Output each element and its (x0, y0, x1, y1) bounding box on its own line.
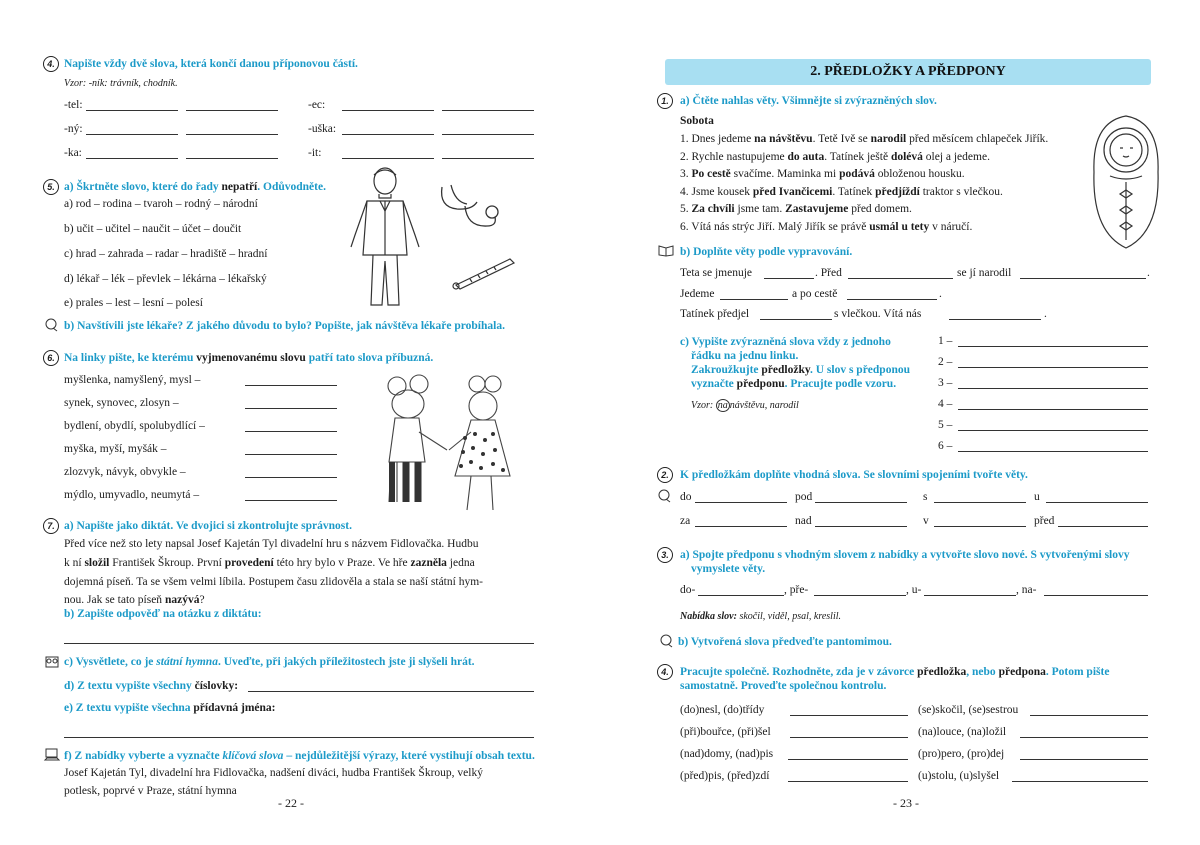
offer-line: potlesk, poprvé v Praze, státní hymna (64, 785, 237, 797)
exercise-number: 6. (43, 350, 59, 366)
story-line (680, 185, 1003, 199)
story-line (680, 202, 912, 216)
answer-number: 5 – (938, 419, 953, 431)
word-row: mýdlo, umyvadlo, neumytá – (64, 489, 200, 501)
story-text: traktor s vlečkou. (919, 185, 1003, 198)
group-work-icon (44, 655, 60, 669)
answer-line[interactable] (245, 431, 337, 432)
suffix-label: -it: (308, 147, 322, 159)
fill-text: Jedeme (680, 288, 715, 300)
story-text: 1. Dnes jedeme (680, 133, 755, 145)
word-row[interactable]: b) učit – učitel – naučit – účet – doučit (64, 223, 242, 235)
answer-line[interactable] (1012, 781, 1148, 782)
page-number: - 22 - (278, 796, 304, 810)
answer-line[interactable] (64, 643, 534, 644)
highlighted-phrase: usmál u tety (869, 220, 930, 233)
example: Vzor: -ník: trávník, chodník. (64, 78, 178, 89)
word-row[interactable]: d) lékař – lék – převlek – lékárna – lékařský (64, 273, 267, 285)
word-row: myšlenka, namyšlený, mysl – (64, 374, 201, 386)
answer-number: 2 – (938, 356, 953, 368)
answer-line[interactable] (245, 500, 337, 501)
exercise-task: b) Doplňte věty podle vypravování. (680, 246, 853, 258)
answer-line[interactable] (1020, 737, 1148, 738)
suffix-label: -ka: (64, 147, 82, 159)
answer-line[interactable] (442, 110, 534, 111)
word-pair: (před)pis, (před)zdí (680, 770, 770, 782)
story-text: 4. Jsme kousek (680, 185, 753, 198)
exercise-task: a) Napište jako diktát. Ve dvojici si zkontrolujte správnost. (64, 520, 352, 532)
story-text: v náručí. (929, 220, 973, 233)
prefix: do- (680, 584, 696, 596)
exercise-number: 4. (43, 56, 59, 72)
mice-illustration (375, 372, 525, 517)
answer-line[interactable] (442, 134, 534, 135)
answer-line[interactable] (1020, 278, 1146, 279)
story-line (680, 132, 1048, 146)
answer-line[interactable] (958, 409, 1148, 410)
word-row[interactable]: a) rod – rodina – tvaroh – rodný – národní (64, 198, 258, 210)
exercise-task: c) Vysvětlete, co je státní hymna. Uveďte, při jakých příležitostech jste ji slyšeli hrát. (64, 656, 475, 668)
word-row: synek, synovec, zlosyn – (64, 397, 179, 409)
fill-text: Tatínek předjel (680, 308, 750, 320)
baby-illustration (1090, 112, 1162, 252)
dictation-line: nou. Jak se tato píseň nazývá? (64, 594, 205, 606)
answer-line[interactable] (720, 299, 788, 300)
story-text: 3. (680, 168, 692, 180)
suffix-label: -uška: (308, 123, 337, 135)
answer-line[interactable] (1044, 595, 1148, 596)
preposition: pod (795, 491, 813, 503)
preposition: s (923, 491, 928, 503)
dictation-line: dojemná píseň. Ta se všem velmi líbila. Postupem času zlidověla a stala se naší státní hym- (64, 576, 483, 588)
answer-line[interactable] (764, 278, 814, 279)
exercise-task: vymyslete věty. (691, 563, 766, 575)
fill-text: a po cestě (792, 288, 838, 300)
stethoscope-icon (437, 182, 502, 232)
page-number: - 23 - (893, 796, 919, 810)
story-text: . Tatínek (832, 185, 876, 198)
preposition: u (1034, 491, 1040, 503)
doctor-illustration (345, 165, 425, 315)
word-offer: Nabídka slov: skočil, viděl, psal, kreslil. (680, 611, 842, 622)
word-pair: (do)nesl, (do)třídy (680, 704, 765, 716)
answer-line[interactable] (958, 430, 1148, 431)
word-row: myška, myší, myšák – (64, 443, 167, 455)
story-text: obloženou housku. (874, 168, 965, 180)
story-text: před měsícem chlapeček Jiřík. (906, 133, 1049, 145)
answer-line[interactable] (760, 319, 832, 320)
answer-line[interactable] (934, 526, 1026, 527)
offer-line: Josef Kajetán Tyl, divadelní hra Fidlovačka, nadšení diváci, hudba František Škroup, velký (64, 767, 483, 779)
story-text: svačíme. Maminka mi (730, 168, 840, 180)
preposition: za (680, 515, 691, 527)
exercise-number: 5. (43, 179, 59, 195)
exercise-task: e) Z textu vypište všechna přídavná jména: (64, 702, 276, 714)
exercise-task: Zakroužkujte předložky. U slov s předponou (691, 364, 910, 376)
story-text: 6. Vítá nás strýc Jiří. Malý Jiřík se právě (680, 220, 870, 233)
exercise-number: 2. (657, 467, 673, 483)
answer-line[interactable] (186, 110, 278, 111)
exercise-task: Napište vždy dvě slova, která končí danou příponovou částí. (64, 58, 358, 70)
story-text: . Tetě Ivě se (812, 133, 871, 145)
answer-line[interactable] (788, 781, 908, 782)
answer-line[interactable] (695, 502, 787, 503)
answer-line[interactable] (1030, 715, 1148, 716)
prefix: , na- (1016, 584, 1037, 596)
answer-line[interactable] (958, 388, 1148, 389)
book-icon (658, 244, 674, 256)
exercise-number: 3. (657, 547, 673, 563)
answer-line[interactable] (245, 454, 337, 455)
answer-number: 6 – (938, 440, 953, 452)
word-pair: (nad)domy, (nad)pis (680, 748, 774, 760)
story-text: olej a jedeme. (922, 150, 990, 163)
answer-line[interactable] (245, 408, 337, 409)
answer-line[interactable] (86, 110, 178, 111)
suffix-label: -ný: (64, 123, 83, 135)
answer-line[interactable] (815, 502, 907, 503)
prefix: , pře- (784, 584, 809, 596)
word-pair: (při)bouřce, (při)šel (680, 726, 771, 738)
answer-line[interactable] (1020, 759, 1148, 760)
answer-line[interactable] (86, 134, 178, 135)
exercise-task: Na linky pište, ke kterému vyjmenovanému slovu patří tato slova příbuzná. (64, 352, 434, 364)
preposition: před (1034, 515, 1055, 527)
word-pair: (na)louce, (na)ložil (918, 726, 1007, 738)
answer-line[interactable] (1046, 502, 1148, 503)
answer-line[interactable] (186, 158, 278, 159)
example: Vzor: na návštěvu, narodil (691, 400, 799, 411)
exercise-number: 7. (43, 518, 59, 534)
answer-line[interactable] (790, 737, 908, 738)
answer-number: 1 – (938, 335, 953, 347)
answer-line[interactable] (245, 477, 337, 478)
fill-text: . (939, 288, 942, 300)
word-row: zlozvyk, návyk, obvykle – (64, 466, 186, 478)
word-row: bydlení, obydlí, spolubydlící – (64, 420, 205, 432)
word-row[interactable]: c) hrad – zahrada – radar – hradiště – hradní (64, 248, 268, 260)
fill-text: . (1044, 308, 1047, 320)
page-23 (600, 0, 1200, 845)
word-row[interactable]: e) prales – lest – lesní – polesí (64, 297, 203, 309)
word-pair: (se)skočil, (se)sestrou (918, 704, 1019, 716)
answer-line[interactable] (186, 134, 278, 135)
highlighted-phrase: Zastavujeme (785, 203, 849, 215)
story-line (680, 150, 990, 164)
answer-line[interactable] (788, 759, 908, 760)
exercise-task: Pracujte společně. Rozhodněte, zda je v závorce předložka, nebo předpona. Potom pište (680, 666, 1110, 678)
story-title: Sobota (680, 115, 714, 127)
answer-line[interactable] (86, 158, 178, 159)
speech-icon (660, 634, 674, 648)
fill-text: s vlečkou. Vítá nás (834, 308, 922, 320)
highlighted-phrase: podává (839, 168, 875, 180)
exercise-task: řádku na jednu linku. (691, 350, 799, 362)
answer-line[interactable] (695, 526, 787, 527)
highlighted-phrase: dolévá (890, 150, 923, 163)
answer-line[interactable] (958, 451, 1148, 452)
fill-text: se jí narodil (957, 267, 1012, 279)
exercise-number: 1. (657, 93, 673, 109)
story-text: 2. Rychle nastupujeme (680, 150, 788, 163)
exercise-task: a) Čtěte nahlas věty. Všimnějte si zvýrazněných slov. (680, 95, 937, 107)
answer-line[interactable] (698, 595, 784, 596)
answer-line[interactable] (815, 526, 907, 527)
answer-line[interactable] (342, 158, 434, 159)
answer-line[interactable] (342, 110, 434, 111)
dictation-line: Před více než sto lety napsal Josef Kajetán Tyl divadelní hru s názvem Fidlovačka. Hudbu (64, 538, 479, 550)
story-line (680, 167, 965, 181)
highlighted-phrase: Za chvíli (691, 203, 735, 215)
word-pair: (u)stolu, (u)slyšel (918, 770, 1000, 782)
answer-line[interactable] (248, 691, 534, 692)
answer-line[interactable] (958, 346, 1148, 347)
speech-icon (45, 318, 59, 332)
exercise-task: d) Z textu vypište všechny číslovky: (64, 680, 239, 692)
suffix-label: -ec: (308, 99, 326, 111)
highlighted-phrase: před Ivančicemi (752, 185, 833, 198)
story-text: . Tatínek ještě (824, 150, 891, 163)
fill-text: Teta se jmenuje (680, 267, 752, 279)
fill-text: . Před (815, 267, 842, 279)
preposition: nad (795, 515, 812, 527)
thermometer-icon (450, 255, 520, 290)
answer-line[interactable] (790, 715, 908, 716)
answer-line[interactable] (342, 134, 434, 135)
answer-line[interactable] (245, 385, 337, 386)
exercise-task: b) Vytvořená slova předveďte pantomimou. (678, 636, 892, 648)
exercise-task: vyznačte předponu. Pracujte podle vzoru. (691, 378, 897, 390)
exercise-task: b) Navštívili jste lékaře? Z jakého důvodu to bylo? Popište, jak návštěva lékaře probíhala. (64, 320, 505, 332)
answer-line[interactable] (442, 158, 534, 159)
story-text: před domem. (848, 203, 912, 215)
answer-line[interactable] (64, 737, 534, 738)
story-text: 5. (680, 203, 692, 215)
speech-icon (658, 489, 672, 503)
answer-line[interactable] (814, 595, 906, 596)
answer-line[interactable] (847, 299, 937, 300)
answer-line[interactable] (949, 319, 1041, 320)
dictation-line: k ní složil František Škroup. První provedení této hry bylo v Praze. Ve hře zazněla jedna (64, 557, 475, 569)
exercise-task: c) Vypište zvýrazněná slova vždy z jednoho (680, 336, 891, 348)
highlighted-phrase: Po cestě (691, 168, 731, 180)
chapter-heading: 2. PŘEDLOŽKY A PŘEDPONY (665, 59, 1151, 85)
highlighted-phrase: narodil (870, 133, 907, 145)
preposition: do (680, 491, 692, 503)
exercise-number: 4. (657, 664, 673, 680)
exercise-task: a) Škrtněte slovo, které do řady nepatří. Odůvodněte. (64, 181, 326, 193)
answer-line[interactable] (958, 367, 1148, 368)
answer-line[interactable] (924, 595, 1016, 596)
exercise-task: a) Spojte předponu s vhodným slovem z nabídky a vytvořte slovo nové. S vytvořenými slovy (680, 549, 1130, 561)
answer-number: 3 – (938, 377, 953, 389)
prefix: , u- (906, 584, 922, 596)
story-text: jsme tam. (734, 203, 786, 215)
answer-line[interactable] (848, 278, 953, 279)
highlighted-phrase: do auta (787, 150, 825, 163)
exercise-task: samostatně. Proveďte společnou kontrolu. (680, 680, 887, 692)
computer-icon (44, 748, 60, 762)
answer-line[interactable] (1058, 526, 1148, 527)
exercise-task: f) Z nabídky vyberte a vyznačte klíčová slova – nejdůležitější výrazy, které vystihují obsah textu. (64, 750, 535, 762)
preposition: v (923, 515, 929, 527)
answer-line[interactable] (934, 502, 1026, 503)
exercise-task: K předložkám doplňte vhodná slova. Se slovními spojeními tvořte věty. (680, 469, 1028, 481)
highlighted-phrase: na návštěvu (754, 133, 813, 145)
word-pair: (pro)pero, (pro)dej (918, 748, 1005, 760)
answer-number: 4 – (938, 398, 953, 410)
story-line (680, 220, 972, 234)
suffix-label: -tel: (64, 99, 83, 111)
exercise-task: b) Zapište odpověď na otázku z diktátu: (64, 608, 262, 620)
fill-text: . (1147, 267, 1150, 279)
highlighted-phrase: předjíždí (875, 185, 920, 198)
